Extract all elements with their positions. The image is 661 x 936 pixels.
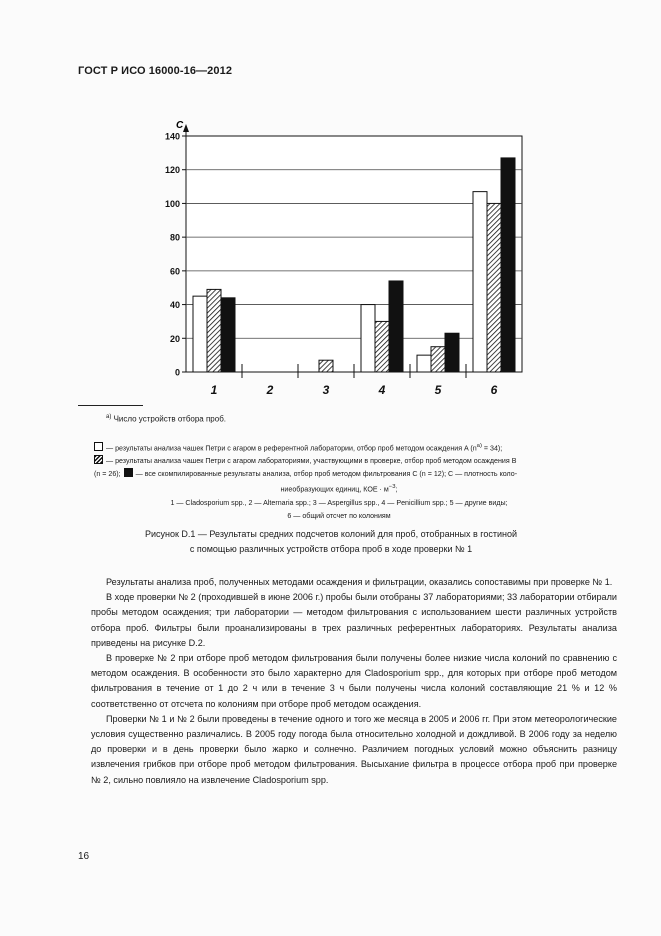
paragraph: Проверки № 1 и № 2 были проведены в течение одного и того же месяца в 2005 и 2006 гг. При этом метеорологические условия существенно различались. В 2005 году погода была относительно холодной и дождливой. В 2006 году за неделю до проверки и в день проверки было жарко и солнечно. Различием погодных условий можно объяснить разницу извлечения грибков при отборе проб методом фильтрования. Высыхание фильтра в процессе отбора проб при проверке № 2, сильно повлияло на извлечение Cladosporium spp. — [91, 713, 617, 785]
bar — [487, 203, 501, 372]
legend-units-end: ; — [395, 485, 398, 494]
footnote — [106, 414, 226, 424]
y-tick-label: 60 — [169, 266, 180, 277]
y-tick-label: 0 — [174, 367, 180, 378]
y-tick-label: 120 — [164, 165, 180, 176]
x-tick-label: 3 — [322, 383, 330, 397]
legend-units-sup: −3 — [388, 484, 396, 491]
x-tick-label: 4 — [378, 383, 386, 397]
legend-row-c — [94, 468, 584, 481]
figure-caption — [100, 527, 562, 557]
y-tick-label: 40 — [169, 300, 180, 311]
bar — [193, 296, 207, 372]
legend-text-a: — результаты анализа чашек Петри с агаром в референтной лаборатории, отбор проб методом осаждения A (n — [106, 444, 477, 453]
legend-text-c: — все скомпилированные результаты анализа, отбор проб методом фильтрования C (n = 12); C — плотность коло- — [135, 470, 518, 479]
bar — [389, 281, 403, 372]
white-swatch-icon — [94, 442, 103, 451]
bar — [375, 321, 389, 372]
legend-units: ниеобразующих единиц, КОЕ · м — [280, 485, 389, 494]
y-axis-label: C — [176, 120, 184, 131]
legend-row-units — [94, 481, 584, 496]
bar — [207, 289, 221, 372]
paragraph: Результаты анализа проб, полученных методами осаждения и фильтрации, оказались сопоставимы при проверке № 1. — [106, 577, 613, 587]
body-text — [91, 575, 617, 788]
y-tick-label: 100 — [164, 198, 180, 209]
x-tick-label: 5 — [434, 383, 442, 397]
bar — [473, 192, 487, 372]
y-tick-label: 20 — [169, 333, 180, 344]
document-header: ГОСТ Р ИСО 16000-16—2012 — [78, 65, 233, 77]
black-swatch-icon — [124, 468, 133, 477]
caption-line-2: с помощью различных устройств отбора проб в ходе проверки № 1 — [189, 544, 473, 554]
hatched-swatch-icon — [94, 455, 103, 464]
bar — [501, 158, 515, 372]
legend-text-b-end: (n = 26); — [94, 470, 121, 479]
bar — [431, 347, 445, 372]
legend-total: 6 — общий отсчет по колониям — [287, 511, 391, 520]
footnote-divider — [78, 405, 143, 406]
legend-sup: а) — [476, 443, 482, 449]
legend-species: 1 — Cladosporium spp., 2 — Alternaria spp.; 3 — Aspergillus spp., 4 — Penicillium spp.; 5 — другие виды; — [170, 498, 508, 507]
footnote-text: Число устройств отбора проб. — [113, 414, 227, 424]
legend-text-b: — результаты анализа чашек Петри с агаром лабораториями, участвующими в проверке, отбор проб методом осаждения B — [106, 457, 517, 466]
bar — [417, 355, 431, 372]
legend-row-b — [94, 455, 584, 468]
bar — [361, 305, 375, 372]
paragraph: В ходе проверки № 2 (проходившей в июне 2006 г.) пробы были отобраны 37 лабораториями; 33 лаборатории отбирали пробы методом осаждения; три лаборатории — методом фильтрования с использованием шести различных устройств отбора проб. Фильтры были проанализированы в трех различных референтных лабораториях. Результаты анализа приведены на рисунке D.2. — [91, 592, 617, 648]
paragraph: В проверке № 2 при отборе проб методом фильтрования были получены более низкие числа колоний по сравнению с методом осаждения. В особенности это было характерно для Cladosporium spp., для которых при отборе проб методом фильтрования в течение от 1 до 2 ч или в течение 3 ч были получены числа колоний составляющие 21 % и 12 % соответственно от отсчета по колониям при отборе проб методом осаждения. — [91, 653, 617, 709]
legend-row-a — [94, 440, 584, 455]
chart-legend — [94, 440, 584, 523]
legend-text-a-end: = 34); — [481, 444, 503, 453]
page-number: 16 — [78, 851, 90, 862]
bar — [319, 360, 333, 372]
x-tick-label: 6 — [490, 383, 498, 397]
x-tick-label: 1 — [210, 383, 218, 397]
bar — [221, 298, 235, 372]
footnote-mark: а) — [106, 414, 112, 420]
bar — [445, 333, 459, 372]
plot-frame — [186, 136, 522, 372]
y-tick-label: 80 — [169, 232, 180, 243]
y-tick-label: 140 — [164, 131, 180, 142]
caption-line-1: Рисунок D.1 — Результаты средних подсчетов колоний для проб, отобранных в гостиной — [144, 529, 518, 539]
x-tick-label: 2 — [266, 383, 274, 397]
bar-chart — [0, 0, 661, 400]
